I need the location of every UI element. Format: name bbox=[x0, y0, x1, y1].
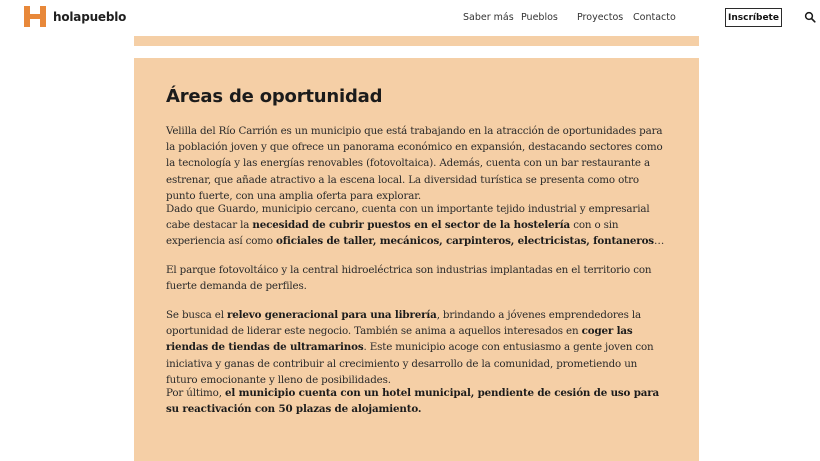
text-run: Velilla del Río Carrión es un municipio que está trabajando en la atracción de oportunidades para la población joven y que ofrece un panorama económico en expansión, destacando sectores como la tecnología y las energías renovables (fotovoltaica). Además, cuenta con un bar restaurante a estrenar, que añade atractivo a la escena local. La diversidad turística se presenta como otro punto fuerte, con una amplia oferta para explorar. bbox=[166, 125, 663, 202]
nav-item-saber-mas[interactable]: Saber más bbox=[463, 12, 514, 23]
text-run: con o sin experiencia así como bbox=[166, 219, 619, 248]
previous-section-strip bbox=[134, 36, 699, 46]
text-run: El parque fotovoltáico y la central hidroeléctrica son industrias implantadas en el territorio con fuerte demanda de perfiles. bbox=[166, 264, 652, 293]
text-run: Por último, bbox=[166, 387, 225, 399]
bold-text-run: relevo generacional para una librería bbox=[226, 309, 437, 321]
bold-text-run: necesidad de cubrir puestos en el sector de la hostelería bbox=[252, 219, 571, 232]
text-run: . Este municipio acoge con entusiasmo a gente joven con iniciativa y ganas de contribuir al crecimiento y desarrollo de la comunidad, prometiendo un futuro emocionante y lleno de posibilidades. bbox=[166, 341, 654, 386]
paragraph-hotel bbox=[166, 385, 666, 417]
bold-text-run: el municipio cuenta con un hotel municipal, pendiente de cesión de uso para su reactivación con 50 plazas de alojamiento. bbox=[166, 387, 660, 416]
text-run: Se busca el bbox=[166, 309, 227, 321]
inscribete-button[interactable]: Inscríbete bbox=[725, 8, 782, 27]
nav-item-proyectos[interactable]: Proyectos bbox=[577, 12, 624, 23]
paragraph-industry bbox=[166, 262, 666, 294]
site-header bbox=[0, 0, 820, 36]
nav-item-pueblos[interactable]: Pueblos bbox=[521, 12, 558, 23]
bold-text-run: oficiales de taller, mecánicos, carpinteros, electricistas, fontaneros bbox=[276, 235, 654, 248]
search-icon[interactable] bbox=[804, 11, 816, 23]
brand-name: holapueblo bbox=[53, 9, 127, 24]
paragraph-intro bbox=[166, 123, 666, 204]
nav-item-contacto[interactable]: Contacto bbox=[633, 12, 676, 23]
text-run: Dado que Guardo, municipio cercano, cuenta con un importante tejido industrial y empresarial cabe destacar la bbox=[166, 203, 650, 232]
paragraph-employment bbox=[166, 201, 666, 250]
bold-text-run: coger las riendas de tiendas de ultramarinos bbox=[166, 325, 633, 354]
text-run: … bbox=[653, 235, 665, 248]
text-run: , brindando a jóvenes emprendedores la oportunidad de liderar este negocio. También se anima a aquellos interesados en bbox=[166, 309, 641, 338]
main-nav bbox=[0, 9, 820, 26]
section-title: Áreas de oportunidad bbox=[166, 86, 383, 107]
paragraph-business bbox=[166, 307, 666, 388]
